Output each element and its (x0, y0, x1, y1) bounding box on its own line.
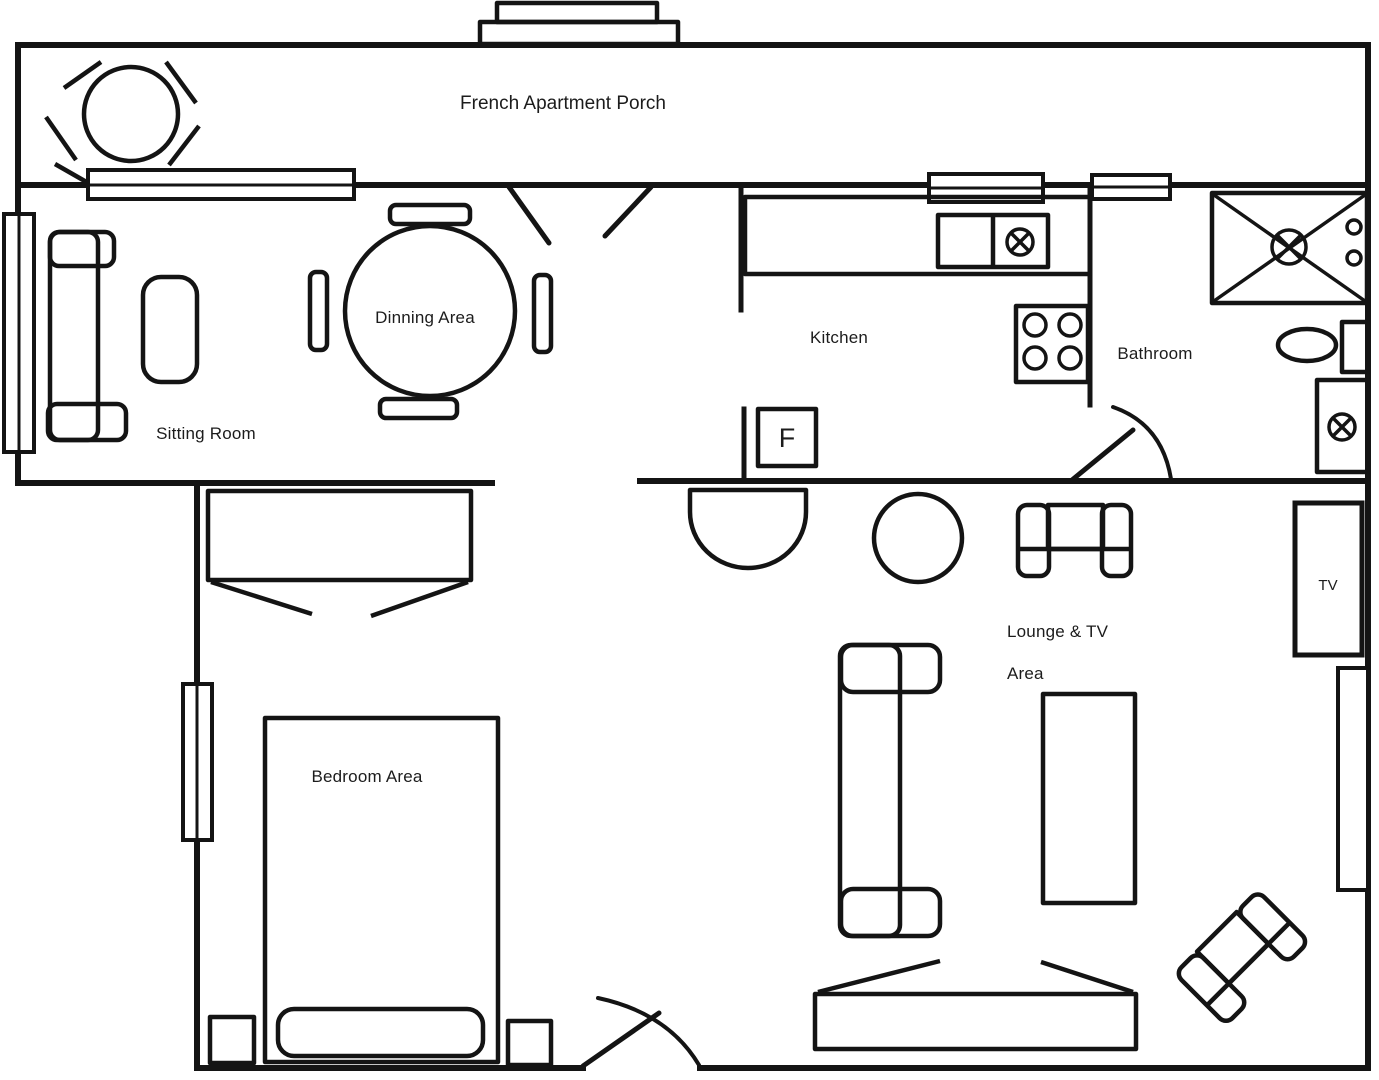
bathroom-toilet (1278, 322, 1368, 372)
lounge-tv-area (690, 490, 1368, 1049)
bedroom-label: Bedroom Area (311, 767, 423, 786)
bedroom-nightstand-left (210, 1017, 254, 1063)
porch-step-lower (480, 22, 678, 44)
bathroom-door (1072, 407, 1171, 480)
shower-knob-icon (1347, 251, 1361, 265)
lounge-label-line2: Area (1007, 664, 1044, 683)
bathroom-window (1092, 175, 1170, 199)
dinning-chair-top (390, 205, 470, 224)
bedroom-door (583, 998, 699, 1066)
sitting-room-armchair (143, 277, 197, 382)
shower-knob-icon (1347, 220, 1361, 234)
entry-door-leaf-right (605, 187, 651, 236)
burner-icon (1024, 347, 1046, 369)
bedroom-door-leaf (583, 1013, 659, 1066)
entry-door-leaf-left (509, 187, 549, 243)
kitchen (745, 197, 1090, 466)
entry-double-door (509, 187, 651, 243)
burner-icon (1024, 314, 1046, 336)
porch-step-upper (497, 3, 657, 22)
dinning-chair-right (534, 275, 551, 352)
burner-icon (1059, 347, 1081, 369)
burner-icon (1059, 314, 1081, 336)
kitchen-sink (938, 215, 1048, 267)
porch-chair-icon (166, 62, 196, 103)
lounge-sofa (840, 645, 940, 936)
tv-unit (1295, 503, 1362, 655)
lounge-round-stool (874, 494, 962, 582)
dinning-area-label: Dinning Area (375, 308, 475, 327)
bedroom-window (183, 684, 212, 840)
bathroom-door-swing (1113, 407, 1171, 479)
bedroom-door-swing (598, 998, 699, 1065)
lounge-side-panel (1338, 668, 1368, 890)
dinning-chair-left (310, 272, 327, 350)
bathroom (1072, 193, 1368, 480)
bedroom-nightstand-right (508, 1021, 551, 1065)
lounge-label-line1: Lounge & TV (1007, 622, 1109, 641)
kitchen-fridge (758, 409, 816, 466)
bathroom-basin (1317, 380, 1368, 472)
dinning-area (310, 205, 551, 418)
fridge-label: F (778, 423, 796, 453)
lounge-wardrobe (815, 961, 1136, 1049)
lounge-bench (1018, 505, 1131, 576)
tv-label: TV (1318, 577, 1338, 594)
sitting-room-label: Sitting Room (156, 424, 256, 443)
porch-label: French Apartment Porch (460, 93, 666, 114)
windows (4, 170, 1170, 840)
lounge-coffee-table (1043, 694, 1135, 903)
sitting-room (48, 232, 256, 443)
porch-outer-wall (18, 45, 1368, 185)
bathroom-door-leaf (1072, 430, 1133, 480)
kitchen-counter (745, 197, 1090, 274)
bed-pillow (278, 1009, 483, 1056)
porch-round-table (84, 67, 178, 161)
porch (18, 3, 1368, 185)
bathroom-label: Bathroom (1117, 344, 1193, 363)
kitchen-stove (1016, 306, 1088, 382)
sitting-room-sofa (48, 232, 126, 440)
kitchen-label: Kitchen (809, 328, 869, 347)
porch-chair-icon (46, 117, 76, 160)
porch-table-set (46, 62, 199, 184)
hall-console-table (690, 490, 806, 568)
dinning-chair-bottom (380, 399, 457, 418)
porch-sliding-window (88, 170, 354, 199)
porch-chair-icon (55, 164, 90, 184)
bathroom-shower (1212, 193, 1367, 303)
lounge-corner-armchair (1175, 891, 1309, 1025)
bedroom-wardrobe (208, 491, 471, 616)
sitting-room-window (4, 214, 34, 452)
bedroom (208, 491, 699, 1066)
